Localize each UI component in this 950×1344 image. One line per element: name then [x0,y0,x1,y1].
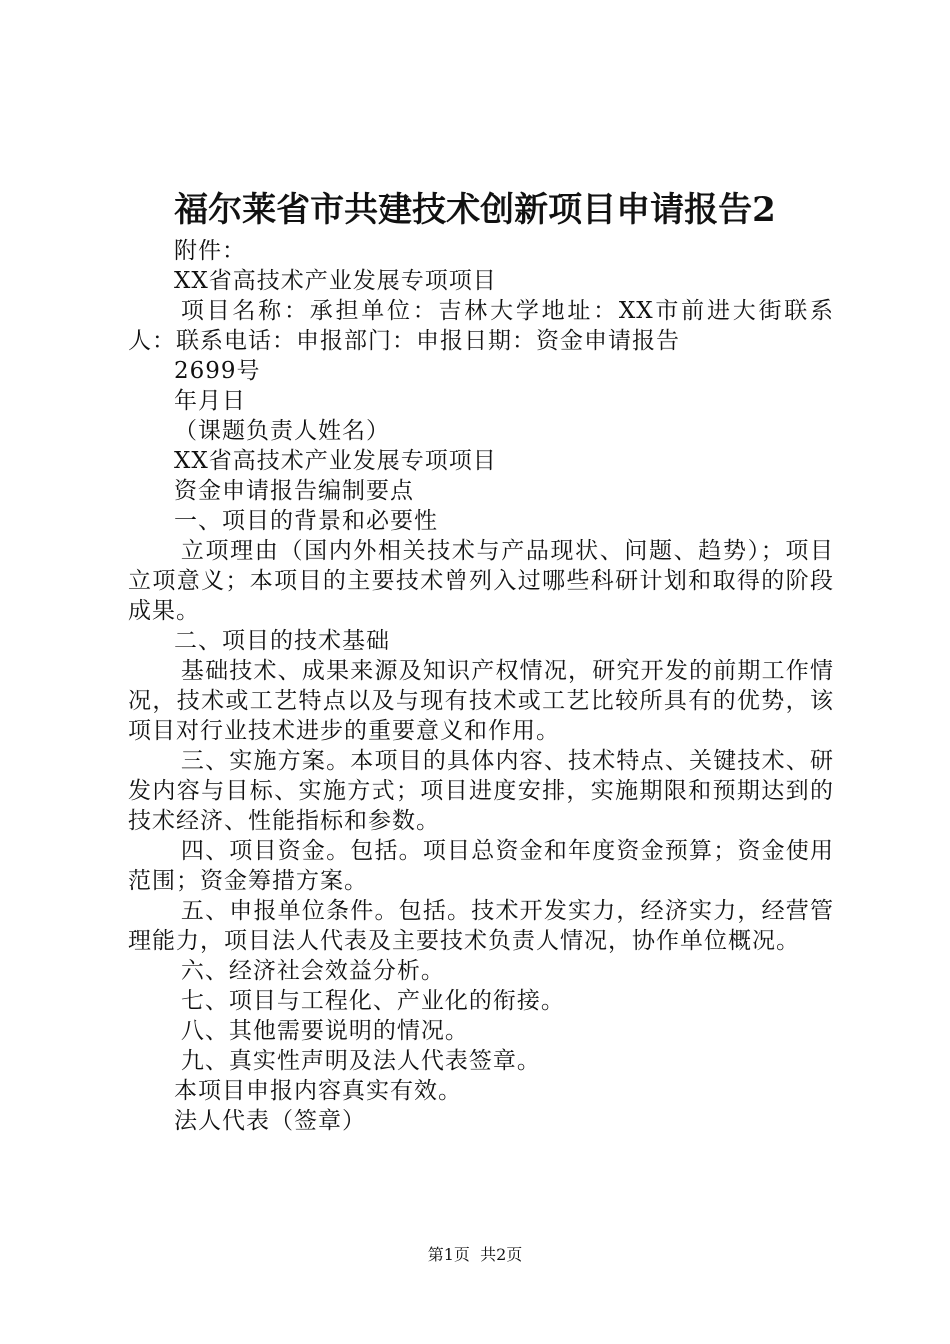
paragraph-section-9: 九、真实性声明及法人代表签章。 [180,1048,541,1074]
paragraph-section-3: 三、实施方案。本项目的具体内容、技术特点、关键技术、研发内容与目标、实施方式；项目进度安排，实施期限和预期达到的技术经济、性能指标和参数。 [128,748,834,834]
paragraph-project-category: XX省高技术产业发展专项项目 [174,268,497,294]
paragraph-declaration: 本项目申报内容真实有效。 [174,1078,462,1104]
paragraph-document-number: 2699号 [174,358,261,384]
paragraph-section-8: 八、其他需要说明的情况。 [180,1018,469,1044]
paragraph-key-points-heading: 资金申请报告编制要点 [174,478,414,504]
paragraph-section-2-heading: 二、项目的技术基础 [174,628,390,654]
paragraph-section-2-body: 基础技术、成果来源及知识产权情况，研究开发的前期工作情况，技术或工艺特点以及与现有技术或工艺比较所具有的优势，该项目对行业技术进步的重要意义和作用。 [128,658,834,744]
paragraph-section-5: 五、申报单位条件。包括。技术开发实力，经济实力，经营管理能力，项目法人代表及主要技术负责人情况，协作单位概况。 [128,898,834,954]
document-body [128,236,834,1136]
page-footer: 第1页 共2页 [427,1245,523,1264]
document-title: 福尔莱省市共建技术创新项目申请报告2 [174,190,776,230]
paragraph-project-category-2: XX省高技术产业发展专项项目 [174,448,497,474]
paragraph-section-1-body: 立项理由（国内外相关技术与产品现状、问题、趋势）；项目立项意义；本项目的主要技术曾列入过哪些科研计划和取得的阶段成果。 [128,538,834,624]
paragraph-signature: 法人代表（签章） [174,1108,366,1134]
paragraph-section-7: 七、项目与工程化、产业化的衔接。 [180,988,565,1014]
paragraph-section-6: 六、经济社会效益分析。 [180,958,445,984]
paragraph-section-1-heading: 一、项目的背景和必要性 [174,508,438,534]
paragraph-attachment: 附件： [174,238,246,264]
paragraph-date: 年月日 [174,388,246,414]
paragraph-section-4: 四、项目资金。包括。项目总资金和年度资金预算；资金使用范围；资金筹措方案。 [128,838,834,894]
paragraph-project-info: 项目名称：承担单位：吉林大学地址：XX市前进大街联系人：联系电话：申报部门：申报日期：资金申请报告 [128,298,834,354]
paragraph-leader-name: （课题负责人姓名） [174,418,390,444]
